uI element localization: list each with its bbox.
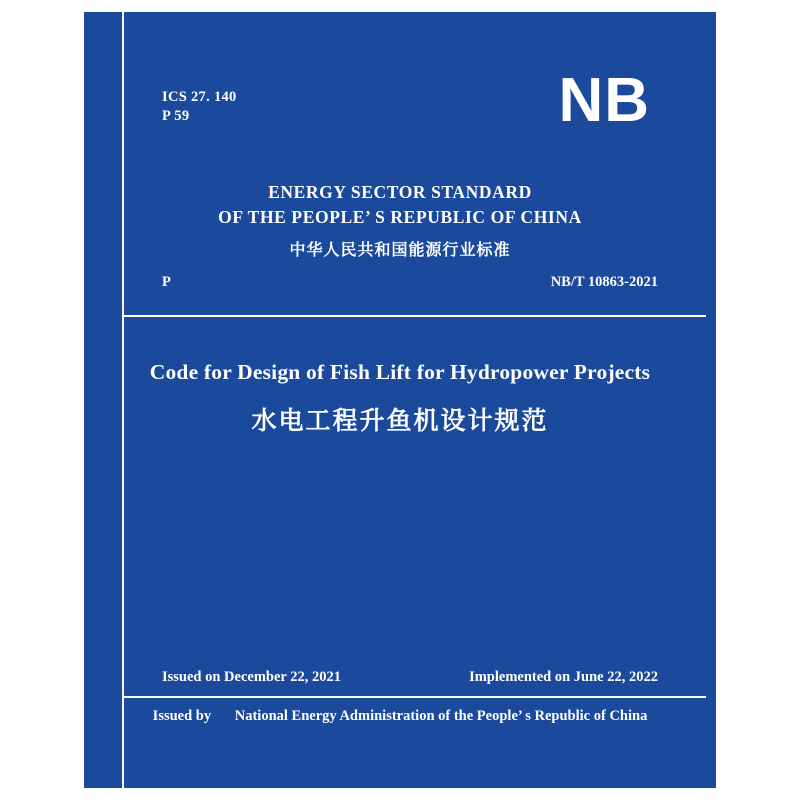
- standard-code-row: [162, 274, 658, 291]
- issuing-organization-block: [84, 180, 716, 260]
- ics-number: ICS 27. 140: [162, 89, 237, 105]
- issued-by-authority: National Energy Administration of the People’ s Republic of China: [234, 708, 648, 724]
- category-letter: P: [162, 274, 171, 290]
- standard-cover: [84, 12, 716, 788]
- standard-number: NB/T 10863-2021: [550, 274, 658, 290]
- organization-chinese: 中华人民共和国能源行业标准: [289, 240, 511, 259]
- title-block: [84, 357, 716, 437]
- ics-classification-block: [162, 88, 237, 126]
- divider-top: [122, 315, 706, 317]
- implemented-date: Implemented on June 22, 2022: [469, 669, 658, 685]
- divider-bottom: [122, 696, 706, 698]
- issued-date: Issued on December 22, 2021: [162, 669, 341, 685]
- organization-line-2: OF THE PEOPLE’ S REPUBLIC OF CHINA: [218, 207, 582, 227]
- dates-row: [162, 669, 658, 686]
- issued-by-label: Issued by: [152, 708, 212, 724]
- title-chinese: 水电工程升鱼机设计规范: [251, 406, 549, 435]
- issued-by-row: [84, 708, 716, 725]
- title-english: Code for Design of Fish Lift for Hydropower Projects: [149, 360, 651, 384]
- nb-logo: NB: [558, 66, 650, 135]
- classification-code: P 59: [162, 108, 190, 124]
- organization-line-1: ENERGY SECTOR STANDARD: [268, 182, 532, 202]
